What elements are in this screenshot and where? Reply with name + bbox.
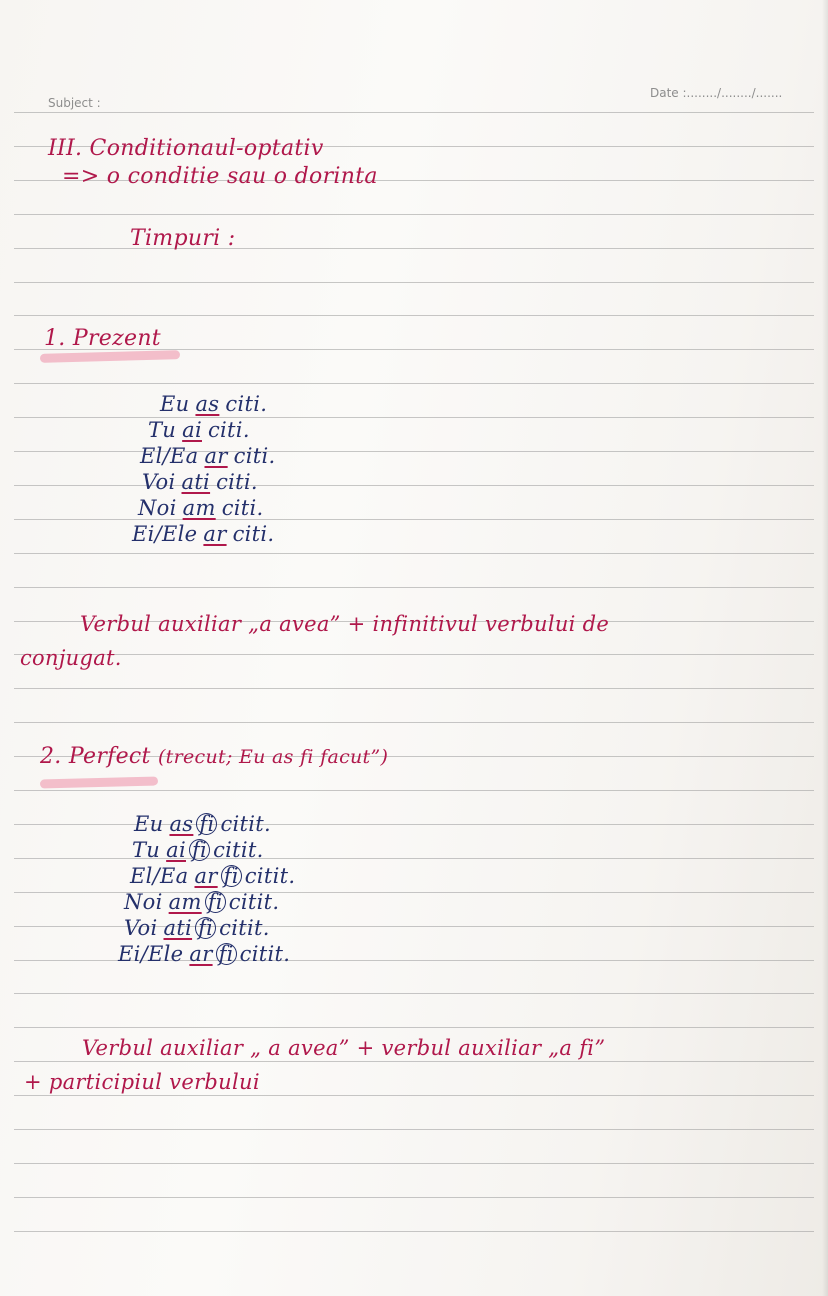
perfect-row	[124, 916, 270, 940]
participle: citit.	[239, 942, 291, 966]
ruled-line	[14, 214, 814, 215]
ruled-line	[14, 383, 814, 384]
ruled-line	[14, 1231, 814, 1232]
perfect-rule-line-1: Verbul auxiliar „ a avea” + verbul auxiliar „a fi”	[82, 1036, 606, 1060]
perfect-rule-line-2: + participiul verbului	[24, 1070, 260, 1094]
pronoun: Tu	[148, 418, 177, 442]
main-verb: citi.	[225, 392, 268, 416]
main-verb: citi.	[232, 522, 275, 546]
auxiliary-verb: ar	[203, 522, 227, 546]
auxiliary-verb: am	[182, 496, 216, 520]
prezent-row	[132, 522, 274, 546]
ruled-line	[14, 282, 814, 283]
ruled-line	[14, 1061, 814, 1062]
pronoun: Voi	[142, 470, 176, 494]
prezent-rule-line-1: Verbul auxiliar „a avea” + infinitivul verbului de	[80, 612, 610, 636]
prezent-rule-line-2: conjugat.	[20, 646, 122, 670]
main-verb: citi.	[216, 470, 258, 494]
main-verb: citi.	[221, 496, 264, 520]
tenses-label: Timpuri :	[130, 226, 236, 251]
perfect-row	[134, 812, 271, 836]
perfect-heading-note: (trecut; Eu as fi facut”)	[157, 746, 389, 768]
perfect-row	[118, 942, 290, 966]
section-heading: III. Conditionaul-optativ	[48, 136, 324, 161]
auxiliary-verb: ai	[166, 838, 186, 862]
ruled-line	[14, 1129, 814, 1130]
pronoun: Ei/Ele	[132, 522, 198, 546]
ruled-line	[14, 553, 814, 554]
ruled-line	[14, 587, 814, 588]
pronoun: Eu	[134, 812, 164, 836]
participle: citit.	[219, 916, 270, 940]
subject-label: Subject :	[48, 96, 101, 110]
auxiliary-verb: ati	[181, 470, 211, 494]
ruled-line	[14, 654, 814, 655]
page-edge-shadow	[822, 0, 828, 1296]
prezent-row	[142, 470, 258, 494]
perfect-row	[130, 864, 295, 888]
auxiliary-verb: ar	[204, 444, 228, 468]
pronoun: Noi	[124, 890, 163, 914]
pronoun: Voi	[124, 916, 158, 940]
participle: citit.	[213, 838, 264, 862]
ruled-line	[14, 451, 814, 452]
ruled-line	[14, 688, 814, 689]
ruled-line	[14, 112, 814, 113]
auxiliary-verb: ai	[182, 418, 202, 442]
participle: citit.	[228, 890, 280, 914]
circled-fi: fi	[221, 865, 242, 887]
date-label: Date :......../......../.......	[650, 86, 783, 100]
auxiliary-verb: ar	[189, 942, 213, 966]
perfect-heading-title: 2. Perfect	[40, 744, 151, 769]
ruled-line	[14, 485, 814, 486]
ruled-line	[14, 993, 814, 994]
highlight-perfect	[40, 776, 158, 788]
participle: citit.	[244, 864, 296, 888]
pronoun: Ei/Ele	[118, 942, 184, 966]
circled-fi: fi	[195, 917, 216, 939]
ruled-line	[14, 1095, 814, 1096]
circled-fi: fi	[216, 943, 237, 965]
pronoun: El/Ea	[140, 444, 199, 468]
pronoun: Tu	[132, 838, 161, 862]
main-verb: citi.	[233, 444, 276, 468]
prezent-row	[160, 392, 267, 416]
section-subtitle: => o conditie sau o dorinta	[62, 164, 378, 189]
main-verb: citi.	[207, 418, 250, 442]
perfect-row	[132, 838, 264, 862]
ruled-line	[14, 315, 814, 316]
circled-fi: fi	[205, 891, 226, 913]
participle: citit.	[220, 812, 272, 836]
auxiliary-verb: ati	[163, 916, 193, 940]
prezent-row	[148, 418, 250, 442]
circled-fi: fi	[189, 839, 210, 861]
ruled-line	[14, 1163, 814, 1164]
auxiliary-verb: as	[195, 392, 220, 416]
prezent-heading: 1. Prezent	[44, 326, 161, 351]
auxiliary-verb: ar	[194, 864, 218, 888]
auxiliary-verb: as	[169, 812, 194, 836]
pronoun: El/Ea	[130, 864, 189, 888]
highlight-prezent	[40, 350, 180, 363]
ruled-line	[14, 1197, 814, 1198]
perfect-row	[124, 890, 279, 914]
auxiliary-verb: am	[168, 890, 202, 914]
prezent-row	[138, 496, 264, 520]
ruled-line	[14, 790, 814, 791]
ruled-line	[14, 1027, 814, 1028]
perfect-heading	[40, 744, 388, 769]
pronoun: Noi	[138, 496, 177, 520]
ruled-line	[14, 417, 814, 418]
prezent-row	[140, 444, 275, 468]
pronoun: Eu	[160, 392, 190, 416]
circled-fi: fi	[196, 813, 217, 835]
ruled-line	[14, 722, 814, 723]
ruled-line	[14, 519, 814, 520]
